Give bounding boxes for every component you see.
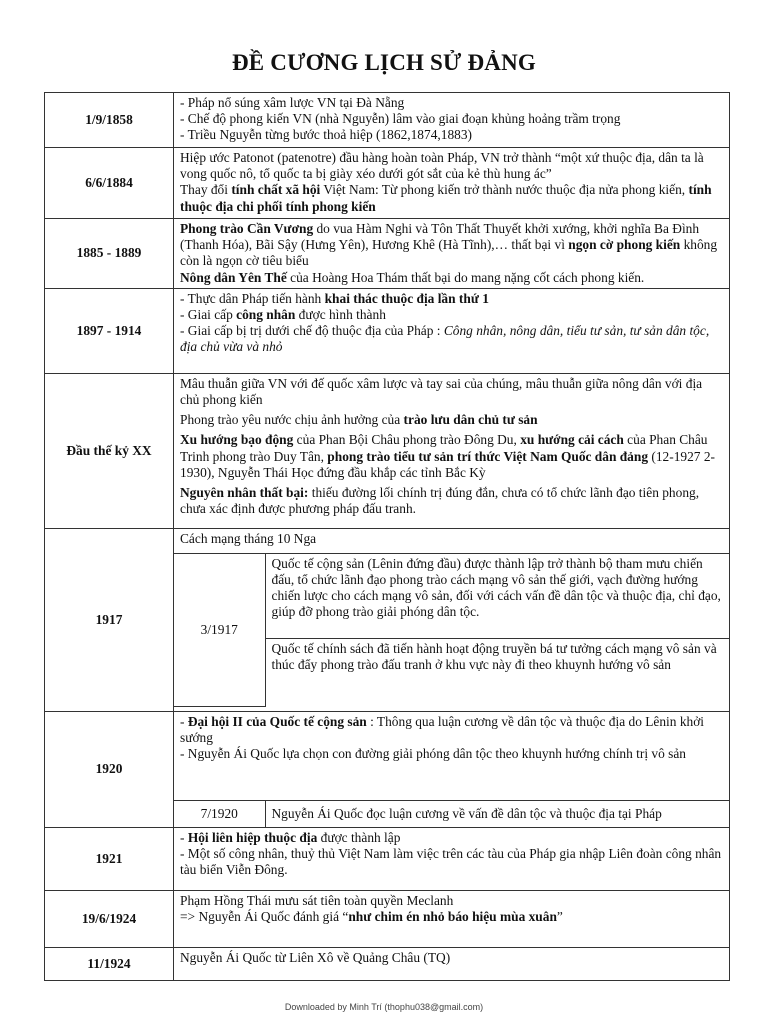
row-content [174, 373, 730, 528]
row-date: 11/1924 [45, 947, 174, 980]
text-run-bold: Nguyên nhân thất bại: [180, 485, 309, 501]
row-date: 1885 - 1889 [45, 219, 174, 289]
text-run: - Thực dân Pháp tiến hành [180, 290, 325, 306]
text-line [180, 95, 723, 111]
text-run: Nguyễn Ái Quốc từ Liên Xô về Quảng Châu (TQ) [180, 949, 451, 965]
text-line [180, 323, 723, 355]
text-line [180, 221, 723, 270]
row-date: 1921 [45, 827, 174, 890]
text-run: không còn là ngọn cờ tiêu biểu [180, 237, 718, 269]
text-line [180, 111, 723, 127]
text-run-bold: tính chất xã hội [231, 182, 321, 198]
text-run: - Triều Nguyễn từng bước thoả hiệp (1862,1874,1883) [180, 127, 472, 143]
text-run: => Nguyễn Ái Quốc đánh giá “ [180, 909, 349, 925]
sub-date: 3/1917 [174, 554, 265, 707]
text-run-bold: Đại hội II của Quốc tế cộng sản [187, 713, 367, 729]
text-run-bold: Xu hướng bạo động [180, 432, 294, 448]
text-run: Hiệp ước Patonot (patenotre) đầu hàng hoàn toàn Pháp, VN trở thành “một xứ thuộc địa, dân ta là vong quốc nô, tổ quốc ta bị giày xéo dưới gót sắt của kẻ thù hung ác” [180, 150, 704, 182]
row-content [174, 288, 730, 373]
table-row [45, 528, 730, 553]
row-subtable-cell [174, 553, 730, 711]
text-run-bold: trào lưu dân chủ tư sản [403, 412, 538, 428]
text-run: của Hoàng Hoa Thám thất bại do mang nặng cốt cách phong kiến. [286, 269, 645, 285]
table-row [45, 93, 730, 148]
table-row [45, 947, 730, 980]
row-subtable-cell [174, 800, 730, 827]
text-run: - [180, 829, 188, 845]
text-line [180, 150, 723, 182]
text-line [180, 376, 723, 408]
sub-row [174, 801, 729, 827]
text-run: - Chế độ phong kiến VN (nhà Nguyễn) lâm vào giai đoạn khủng hoảng trầm trọng [180, 111, 621, 127]
text-run: - Giai cấp [180, 307, 237, 323]
row-content [174, 93, 730, 148]
text-run: do vua Hàm Nghi và Tôn Thất Thuyết khởi xướng, khởi nghĩa Ba Đình (Thanh Hóa), Bãi Sậy (Hưng Yên), Hương Khê (Hà Tĩnh),… thất bại vì [180, 221, 700, 253]
timeline-table [44, 92, 730, 981]
text-line [180, 412, 723, 428]
text-run: ” [556, 909, 563, 925]
sub-table [174, 554, 729, 708]
text-line [180, 846, 723, 878]
text-run: của Phan Bội Châu phong trào Đông Du, [293, 432, 521, 448]
row-content [174, 827, 730, 890]
text-line [180, 270, 723, 286]
sub-content: Quốc tế chính sách đã tiến hành hoạt động truyền bá tư tưởng cách mạng vô sản và thúc đẩy phong trào đấu tranh ở khu vực này đi theo khuynh hướng vô sản [265, 638, 729, 707]
table-row [45, 219, 730, 289]
text-line [180, 432, 723, 481]
text-run-bold: xu hướng cải cách [520, 432, 624, 448]
text-run-bold: ngọn cờ phong kiến [568, 237, 681, 253]
text-run: được hình thành [295, 307, 386, 323]
text-run: - Một số công nhân, thuỷ thủ Việt Nam làm việc trên các tàu của Pháp gia nhập Liên đoàn công nhân tàu biển Viễn Đông. [180, 846, 722, 878]
sub-table [174, 801, 729, 827]
table-row [45, 148, 730, 219]
sub-content: Quốc tế cộng sản (Lênin đứng đầu) được thành lập trở thành bộ tham mưu chiến đấu, tổ chức lãnh đạo phong trào cách mạng vô sản thế giới, vạch đường hướng chiến lược cho cách mạng vô sản, đối với cách vấn đề dân tộc và thuộc địa, chỉ đạo, giúp đỡ phong trào giải phóng dân tộc. [265, 554, 729, 639]
row-content: Cách mạng tháng 10 Nga [174, 528, 730, 553]
row-date: 1/9/1858 [45, 93, 174, 148]
text-run-bold: tính thuộc địa chi phối tính phong kiến [180, 182, 712, 214]
text-run-bold: Nông dân Yên Thế [180, 269, 287, 285]
text-line [180, 893, 723, 909]
text-line [180, 714, 723, 746]
download-footer: Downloaded by Minh Trí (thophu038@gmail.com) [284, 1002, 484, 1012]
text-run: (12-1927 2-1930), Nguyễn Thái Học đứng đầu khắp các tỉnh Bắc Kỳ [180, 448, 715, 480]
text-run-italic: Công nhân, nông dân, tiểu tư sản, tư sản dân tộc, địa chủ vừa và nhỏ [180, 323, 710, 355]
text-line [180, 909, 723, 925]
sub-row [174, 554, 729, 639]
text-run: được thành lập [317, 829, 401, 845]
text-run: : Thông qua luận cương về dân tộc và thuộc địa do Lênin khởi sướng [180, 713, 705, 746]
text-line [180, 830, 723, 846]
sub-date: 7/1920 [174, 801, 265, 827]
text-run-bold: Phong trào Cần Vương [180, 221, 314, 236]
text-run-bold: như chim én nhỏ báo hiệu mùa xuân [348, 909, 557, 925]
text-line [180, 307, 723, 323]
text-run: - Giai cấp bị trị dưới chế độ thuộc địa của Pháp : [180, 323, 444, 339]
page-title: ĐỀ CƯƠNG LỊCH SỬ ĐẢNG [231, 50, 537, 75]
text-run: Việt Nam: Từ phong kiến trở thành nước thuộc địa nửa phong kiến, [320, 182, 689, 198]
table-row [45, 827, 730, 890]
row-content [174, 219, 730, 289]
text-line [180, 485, 723, 517]
text-run: - Pháp nổ súng xâm lược VN tại Đà Nẵng [180, 95, 405, 110]
text-run: Phạm Hồng Thái mưu sát tiên toàn quyền Meclanh [180, 892, 454, 908]
row-date: 1920 [45, 711, 174, 827]
text-run-bold: Hội liên hiệp thuộc địa [187, 829, 318, 845]
text-run: của Phan Châu Trinh phong trào Duy Tân, [180, 432, 708, 464]
text-line [180, 182, 723, 214]
table-row [45, 288, 730, 373]
row-content [174, 711, 730, 800]
table-row [45, 711, 730, 800]
text-line [180, 950, 723, 966]
text-run: - [180, 713, 188, 729]
row-content [174, 947, 730, 980]
row-content [174, 890, 730, 947]
text-run: Phong trào yêu nước chịu ảnh hưởng của [180, 412, 404, 428]
text-run-bold: khai thác thuộc địa lần thứ 1 [324, 290, 489, 306]
table-row [45, 373, 730, 528]
text-run-bold: công nhân [236, 307, 296, 323]
table-row [45, 890, 730, 947]
text-run-bold: phong trào tiểu tư sản trí thức Việt Nam Quốc dân đảng [327, 448, 649, 464]
row-date: 1917 [45, 528, 174, 711]
row-date: 1897 - 1914 [45, 288, 174, 373]
text-line [180, 291, 723, 307]
text-line [180, 127, 723, 143]
timeline-document [44, 92, 729, 981]
row-content [174, 148, 730, 219]
row-date: 19/6/1924 [45, 890, 174, 947]
text-run: thiếu đường lối chính trị đúng đắn, chưa có tổ chức lãnh đạo tiên phong, chưa xác định được phương pháp đấu tranh. [180, 485, 700, 517]
row-date: Đầu thế kỷ XX [45, 373, 174, 528]
text-run: Mâu thuẫn giữa VN với đế quốc xâm lược và tay sai của chúng, mâu thuẫn giữa nông dân với địa chủ phong kiến [180, 375, 703, 408]
row-date: 6/6/1884 [45, 148, 174, 219]
sub-content: Nguyễn Ái Quốc đọc luận cương về vấn đề dân tộc và thuộc địa tại Pháp [265, 801, 729, 827]
text-run: Thay đổi [180, 182, 232, 198]
text-line: - Nguyễn Ái Quốc lựa chọn con đường giải phóng dân tộc theo khuynh hướng chính trị vô sản [180, 746, 687, 762]
